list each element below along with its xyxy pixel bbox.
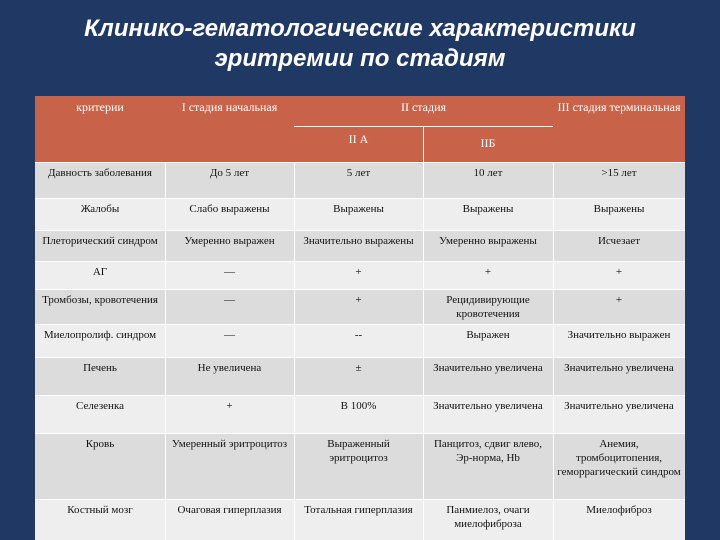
table-cell: Умеренно выражены [439,235,537,247]
table-cell: До 5 лет [209,167,250,179]
stages-table [35,96,685,540]
header-stage-2b: IIБ [423,126,553,162]
table-cell: Выражены [462,203,514,215]
table-cell: Слабо выражены [189,203,270,215]
table-cell: + [615,266,623,278]
table-cell: Выраженный эритроцитоз [327,438,390,464]
table-cell: Исчезает [597,235,641,247]
table-cell: Выражены [333,203,384,215]
table-cell: Значительно выражен [567,329,671,341]
row-criterion-cell: Селезенка [75,400,125,412]
table-cell: Миелофиброз [586,504,652,516]
header-stage-2: II стадия [294,96,553,126]
table-cell: Значительно увеличена [433,362,543,374]
title-line-2: эритремии по стадиям [214,45,506,72]
table-cell: Значительно выражены [303,235,414,247]
table-cell: — [224,266,235,278]
table-cell: Значительно увеличена [564,400,674,412]
header-stage-3: III стадия терминальная [553,96,685,162]
table-cell: — [224,294,235,306]
table-cell: + [484,266,492,278]
table-cell: >15 лет [601,167,637,179]
column-divider [553,163,554,540]
column-divider [423,163,424,540]
table-cell: — [224,329,235,341]
row-criterion-cell: Плеторический синдром [42,235,158,247]
table-cell: 10 лет [473,167,503,179]
table-cell: Панцитоз, сдвиг влево, Эр-норма, Hb [433,438,543,464]
row-criterion-cell: АГ [92,266,108,278]
column-divider [165,163,166,540]
row-criterion-cell: Костный мозг [67,504,133,516]
table-cell: В 100% [340,400,377,412]
page-title [0,14,720,74]
table-cell: + [615,294,623,306]
table-cell: Умеренный эритроцитоз [171,438,288,450]
table-cell: Значительно увеличена [564,362,674,374]
table-cell: -- [354,329,363,341]
header-criteria: критерии [35,96,165,162]
table-cell: + [355,294,362,306]
row-criterion-cell: Давность заболевания [47,167,152,179]
table-cell: Не увеличена [197,362,262,374]
header-stage-1: I стадия начальная [165,96,294,162]
table-cell: Выражены [593,203,645,215]
row-criterion-cell: Печень [83,362,117,374]
table-cell: Умеренно выражен [184,235,275,247]
table-cell: Выражен [466,329,510,341]
row-criterion-cell: Жалобы [80,203,120,215]
table-cell: ± [355,362,362,374]
row-criterion-cell: Тромбозы, кровотечения [42,294,158,306]
table-cell: Значительно увеличена [433,400,543,412]
table-cell: Анемия, тромбоцитопения, геморрагический синдром [557,438,681,478]
header-stage-2a: II А [294,126,423,162]
table-cell: Очаговая гиперплазия [177,504,282,516]
table-cell: 5 лет [346,167,371,179]
table-cell: + [226,400,233,412]
table-cell: Панмиелоз, очаги миелофиброза [446,504,530,530]
table-cell: Тотальная гиперплазия [304,504,413,516]
row-criterion-cell: Кровь [85,438,115,450]
title-line-1: Клинико-гематологические характеристики [84,15,636,42]
table-cell: + [355,266,362,278]
header-divider [423,127,424,162]
column-divider [294,163,295,540]
row-criterion-cell: Миелопролиф. синдром [43,329,157,341]
table-cell: Рецидивирующие кровотечения [446,294,530,320]
